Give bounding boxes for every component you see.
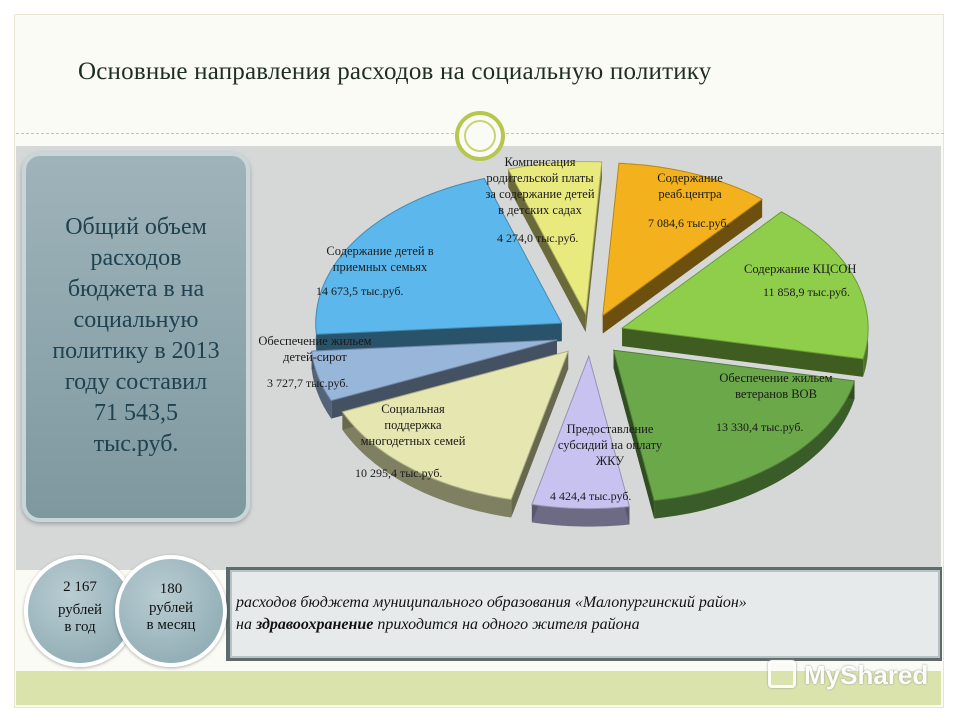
slice-value-kindergarten: 4 274,0 тыс.руб.: [497, 231, 579, 245]
slice-label-kindergarten: Компенсация родительской платы за содержание детей в детских садах: [485, 155, 595, 217]
info-line-2-suffix: приходится на одного жителя района: [373, 616, 640, 633]
info-line-1: расходов бюджета муниципального образования «Малопургинский район»: [236, 594, 747, 611]
slice-label-veterans-housing: Обеспечение жильем ветеранов ВОВ: [719, 371, 833, 401]
per-year-value: 2 167: [63, 579, 97, 595]
total-expenses-text: Общий объем расходов бюджета в на социальную политику в 2013 году составил 71 543,5 тыс.руб.: [52, 214, 220, 457]
slice-label-large-families: Социальная поддержка многодетных семей: [360, 402, 466, 448]
slice-value-kcson: 11 858,9 тыс.руб.: [763, 285, 850, 299]
slice-value-veterans-housing: 13 330,4 тыс.руб.: [716, 420, 804, 434]
slice-value-housing-subsidies: 4 424,4 тыс.руб.: [550, 489, 632, 503]
per-year-unit: рублей в год: [57, 602, 103, 635]
watermark: MyShared: [804, 660, 929, 690]
slice-label-orphans-housing: Обеспечение жильем детей-сирот: [258, 334, 372, 364]
slice-value-rehab-center: 7 084,6 тыс.руб.: [648, 216, 730, 230]
myshared-logo-icon: [768, 660, 796, 688]
info-line-2-prefix: на: [236, 616, 256, 633]
per-month-circle: [115, 555, 227, 667]
slice-value-large-families: 10 295,4 тыс.руб.: [355, 466, 443, 480]
per-month-value: 180: [159, 581, 183, 597]
info-text: [236, 592, 747, 636]
slice-label-rehab-center: Содержание реаб.центра: [657, 171, 723, 201]
bottom-band: [16, 671, 941, 705]
page-title: Основные направления расходов на социальную политику: [78, 58, 712, 85]
slice-value-foster-families: 14 673,5 тыс.руб.: [316, 284, 404, 298]
slice-label-kcson: Содержание КЦСОН: [744, 262, 857, 276]
info-line-2: [236, 614, 747, 636]
slice-label-housing-subsidies: Предоставление субсидий на оплату ЖКУ: [557, 422, 663, 468]
slice-value-orphans-housing: 3 727,7 тыс.руб.: [267, 376, 349, 390]
info-line-2-bold: здравоохранение: [255, 616, 374, 633]
slice-label-foster-families: Содержание детей в приемных семьях: [326, 244, 434, 274]
per-month-unit: рублей в месяц: [146, 600, 196, 633]
